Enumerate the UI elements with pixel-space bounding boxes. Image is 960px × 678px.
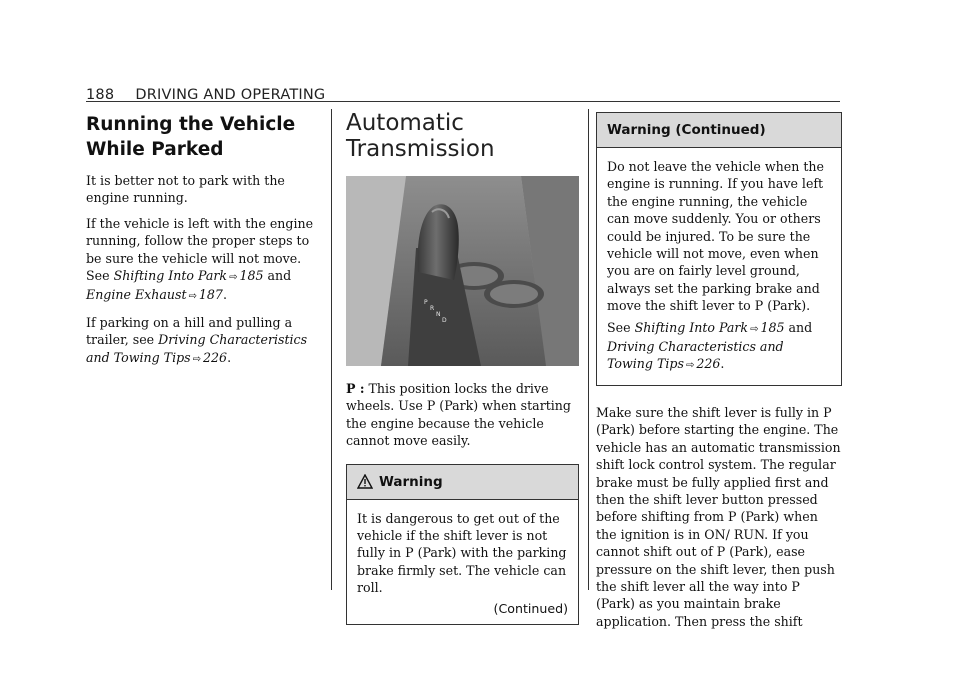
warning-header — [597, 113, 841, 148]
see-text: See — [607, 319, 631, 335]
page-reference-icon: ⇨ — [750, 323, 759, 335]
column-divider-2 — [588, 109, 589, 590]
warning-title: Warning (Continued) — [607, 122, 766, 138]
column-3 — [596, 112, 842, 638]
section-heading-running-parked: Running the Vehicle While Parked — [86, 114, 296, 160]
shifter-letter: R — [430, 305, 435, 312]
shifter-letter: N — [436, 311, 441, 318]
shifter-letter: D — [442, 317, 447, 324]
paragraph: If parking on a hill and pulling a trailer, see Driving Characteristics and Towing Tips ⇨ 226. — [86, 314, 308, 365]
column-divider-1 — [331, 109, 332, 590]
page-reference[interactable]: 226 — [696, 356, 721, 372]
cross-reference-link[interactable]: Shifting Into Park — [113, 268, 228, 284]
paragraph — [346, 380, 579, 450]
page-reference[interactable]: 187 — [198, 287, 223, 303]
page-header — [86, 84, 840, 106]
paragraph: Make sure the shift lever is fully in P (Park) before starting the engine. The vehicle has an automatic transmission shift lock control system. The regular brake must be fully applied first and then the shift lever button pressed before shifting from P (Park) when the ignition is in ON/ RUN. If you cannot shift out of P (Park), ease pressure on the shift lever, then push the shift lever all the way into P (Park) as you maintain brake application. Then press the shift — [596, 404, 841, 629]
page-reference[interactable]: 185 — [239, 268, 264, 284]
cross-reference-link[interactable]: Engine Exhaust — [86, 287, 187, 303]
page-reference[interactable]: 226 — [203, 349, 228, 365]
page-reference-icon: ⇨ — [188, 291, 197, 303]
column-1 — [86, 112, 322, 376]
shift-lever-photo — [346, 176, 579, 366]
paragraph: See Shifting Into Park ⇨ 185 and Driving Characteristics and Towing Tips ⇨ 226. — [607, 319, 813, 372]
warning-title: Warning — [379, 473, 443, 490]
section-title: DRIVING AND OPERATING — [135, 87, 326, 103]
page-reference-icon: ⇨ — [192, 353, 202, 365]
see-text: See — [86, 268, 110, 284]
continued-label: (Continued) — [493, 600, 568, 616]
page-number: 188 — [86, 87, 115, 103]
page-reference-icon: ⇨ — [229, 272, 238, 284]
cross-reference-link[interactable]: Shifting Into Park — [634, 319, 749, 335]
paragraph-text: If the vehicle is left with the engine running, follow the proper steps to be sure the vehicle will not move. — [86, 215, 314, 266]
warning-box — [346, 464, 579, 625]
warning-text: It is dangerous to get out of the vehicle if the shift lever is not fully in P (Park) with the parking brake firmly set. The vehicle can roll. — [357, 510, 567, 596]
warning-text: Do not leave the vehicle when the engine is running. If you have left the engine running, the vehicle can move suddenly. You or others could be injured. To be sure the vehicle will not move, even when you are on fairly level ground, always set the parking brake and move the shift lever to P (Park). — [607, 159, 824, 314]
warning-continued-box — [596, 112, 842, 386]
paragraph-text: This position locks the drive wheels. Use P (Park) when starting the engine because the vehicle cannot move easily. — [346, 381, 571, 449]
paragraph: It is better not to park with the engine running. — [86, 173, 285, 206]
cross-reference-link[interactable]: Driving Characteristics and Towing Tips — [607, 339, 784, 372]
and-text: and — [267, 268, 292, 284]
paragraph-text: If parking on a hill and pulling a trailer, see — [86, 314, 293, 348]
page-reference[interactable]: 185 — [760, 319, 785, 335]
warning-header — [347, 465, 578, 500]
cross-reference-link[interactable]: Driving Characteristics and Towing Tips — [86, 332, 308, 365]
position-label: P : — [346, 381, 365, 396]
warning-triangle-icon — [357, 474, 373, 489]
and-text: and — [788, 319, 813, 335]
column-2 — [346, 112, 579, 625]
shifter-letter: P — [424, 299, 428, 306]
page-reference-icon: ⇨ — [685, 360, 695, 372]
section-heading-automatic-transmission: Automatic Transmission — [346, 110, 495, 162]
paragraph: If the vehicle is left with the engine running, follow the proper steps to be sure the vehicle will not move. See Shifting Into Park ⇨ 185 and Engine Exhaust ⇨ 187. — [86, 215, 314, 303]
header-rule — [86, 101, 840, 102]
